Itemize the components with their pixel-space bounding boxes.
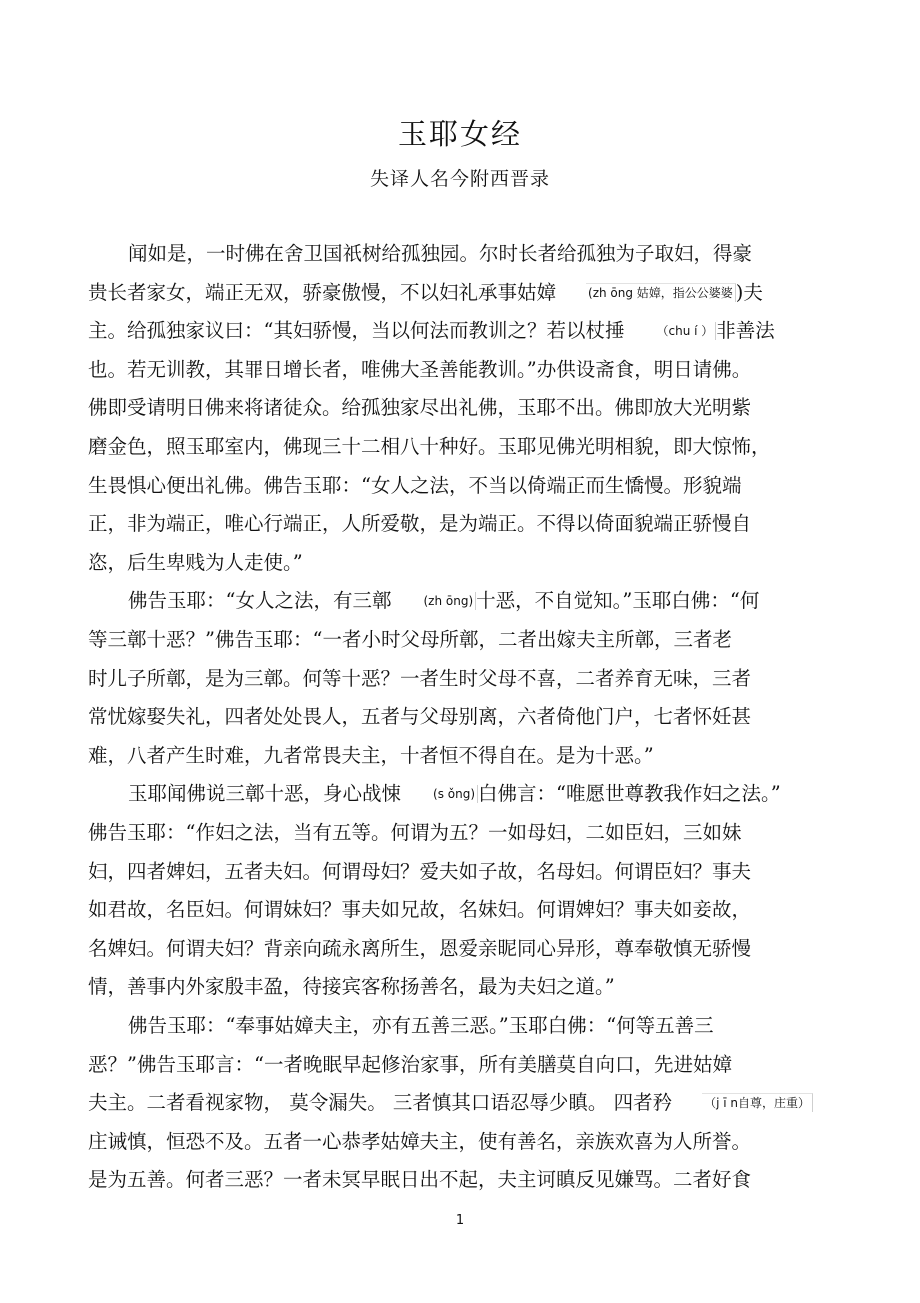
body-line	[88, 1051, 732, 1079]
pronunciation-note: (zh ōng)	[421, 592, 476, 610]
line-text: 正，非为端正，唯心行端正，人所爱敬，是为端正。不得以倚面貌端正骄慢自	[88, 512, 752, 536]
line-text: 时儿子所鄣，是为三鄣。何等十恶？一者生时父母不喜，二者养育无味，三者	[88, 666, 752, 690]
pronunciation-note: (zh ōng 姑嫜，指公公婆婆	[586, 283, 736, 302]
line-text-continued: 白佛言：“唯愿世尊教我作妇之法。”	[478, 782, 781, 806]
line-text: 贵长者家女，端正无双，骄豪傲慢，不以妇礼承事姑嫜	[88, 280, 557, 304]
line-text: 是为五善。何者三恶？一者未冥早眠日出不起，夫主诃瞋反见嫌骂。二者好食	[88, 1168, 752, 1192]
pronunciation-note: （chu í ）	[654, 322, 716, 340]
line-text: 玉耶闻佛说三鄣十恶，身心战悚	[128, 782, 402, 806]
line-text: 庄诫慎，恒恐不及。五者一心恭孝姑嫜夫主，使有善名，亲族欢喜为人所誉。	[88, 1129, 752, 1153]
line-text: 佛即受请明日佛来将诸徒众。给孤独家尽出礼佛，玉耶不出。佛即放大光明紫	[88, 396, 752, 420]
line-text: 闻如是，一时佛在舍卫国祇树给孤独园。尔时长者给孤独为子取妇，得豪	[128, 242, 753, 265]
document-subtitle: 失译人名今附西晋录	[369, 168, 550, 190]
body-line	[88, 665, 751, 693]
body-line	[88, 973, 615, 1001]
body-line	[88, 896, 751, 924]
body-line	[88, 317, 775, 345]
line-text: 夫主。二者看视家物， 莫令漏失。 三者慎其口语忍辱少瞋。 四者矜	[88, 1091, 673, 1115]
line-text: 磨金色，照玉耶室内，佛现三十二相八十种好。玉耶见佛光明相貌，即大惊怖，	[88, 435, 771, 458]
body-line	[88, 1128, 751, 1156]
line-text: 佛告玉耶：“奉事姑嫜夫主，亦有五善三恶。”玉耶白佛：“何等五善三	[128, 1014, 714, 1037]
line-text: 也。若无训教，其罪日增长者，唯佛大圣善能教训。”办供设斋食，明日请佛。	[88, 357, 752, 381]
line-text: 名婢妇。何谓夫妇？背亲向疏永离所生，恩爱亲昵同心异形，尊奉敬慎无骄慢	[88, 936, 752, 960]
line-text-continued: )夫	[735, 280, 763, 304]
body-line	[88, 935, 751, 963]
body-line	[88, 858, 751, 886]
body-line	[88, 742, 654, 770]
line-text: 生畏惧心便出礼佛。佛告玉耶：“女人之法，不当以倚端正而生憍慢。形貌端	[88, 473, 742, 497]
body-line	[88, 626, 732, 654]
line-text: 难，八者产生时难，九者常畏夫主，十者恒不得自在。是为十恶。”	[88, 743, 654, 767]
line-text: 如君故，名臣妇。何谓妹妇？事夫如兄故，名妹妇。何谓婢妇？事夫如妾故，	[88, 898, 752, 922]
body-line	[88, 1166, 751, 1194]
body-line	[88, 433, 771, 461]
line-text: 妇，四者婢妇，五者夫妇。何谓母妇？爱夫如子故，名母妇。何谓臣妇？事夫	[88, 859, 752, 883]
body-line	[88, 703, 751, 731]
line-text: 等三鄣十恶？”佛告玉耶：“一者小时父母所鄣，二者出嫁夫主所鄣，三者老	[88, 628, 732, 651]
body-line	[88, 1089, 813, 1117]
body-line	[88, 472, 741, 500]
line-text: 主。给孤独家议曰：“其妇骄慢，当以何法而教训之？若以杖捶	[88, 319, 625, 343]
line-text-continued: 十恶，不自觉知。”玉耶白佛：“何	[476, 589, 760, 613]
body-line	[88, 279, 763, 307]
page-number: 1	[455, 1213, 465, 1228]
line-text: 情，善事内外家殷丰盈，待接宾客称扬善名，最为夫妇之道。”	[88, 975, 615, 999]
body-line	[88, 510, 751, 538]
body-line	[128, 780, 781, 808]
body-line	[128, 587, 759, 615]
line-text: 佛告玉耶：“作妇之法，当有五等。何谓为五？一如母妇，二如臣妇，三如妹	[88, 821, 742, 844]
body-line	[128, 240, 752, 268]
pronunciation-note: （j ī n自尊，庄重）	[702, 1093, 813, 1112]
body-line	[88, 549, 303, 577]
body-line	[128, 1012, 714, 1040]
body-line	[88, 819, 741, 847]
body-line	[88, 394, 751, 422]
body-line	[88, 356, 751, 384]
line-text: 常忧嫁娶失礼，四者处处畏人，五者与父母别离，六者倚他门户，七者怀妊甚	[88, 705, 752, 729]
line-text: 恣，后生卑贱为人走使。”	[88, 550, 303, 574]
line-text-continued: 非善法	[716, 319, 775, 343]
line-text: 佛告玉耶：“女人之法，有三鄣	[128, 589, 392, 613]
pronunciation-note: (s ǒng)	[431, 785, 478, 803]
line-text: 恶？”佛告玉耶言：“一者晚眠早起修治家事，所有美膳莫自向口，先进姑嫜	[88, 1052, 732, 1076]
document-title: 玉耶女经	[397, 117, 522, 151]
